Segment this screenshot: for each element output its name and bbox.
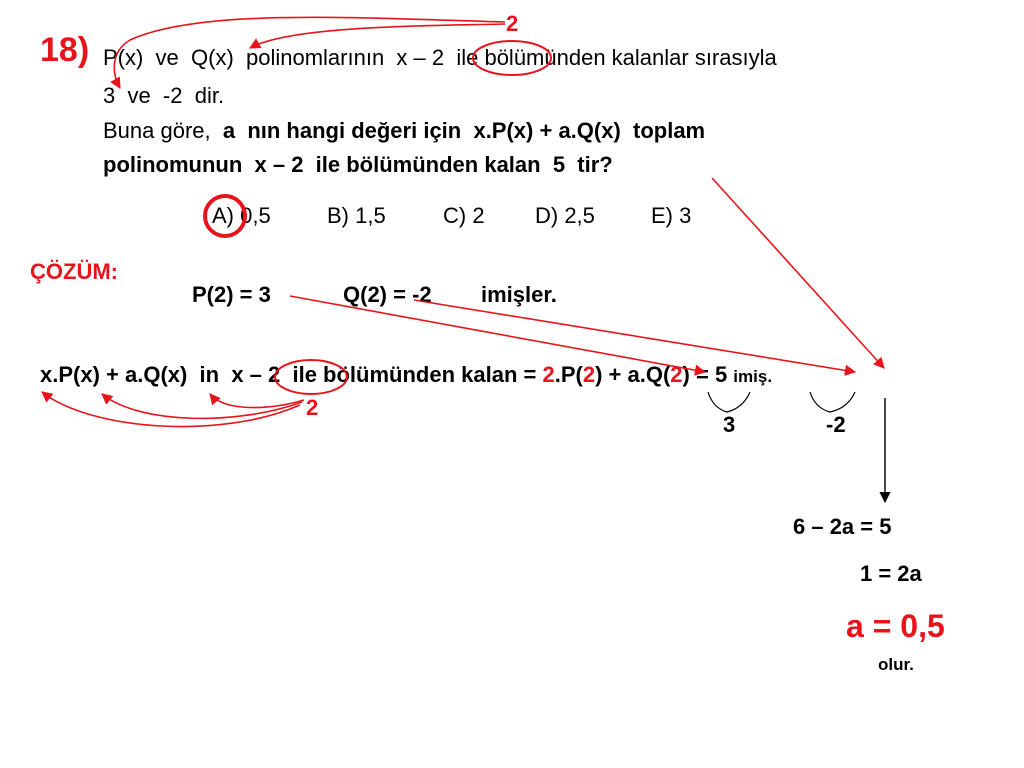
arrow-root-to-x [42, 392, 300, 427]
annotation-root-top: 2 [506, 11, 519, 36]
brace-under-p [708, 392, 750, 412]
question-line-2: 3 ve -2 dir. [103, 83, 225, 108]
expression-p-open: .P( [554, 362, 583, 387]
question-line-1: P(x) ve Q(x) polinomlarının x – 2 ile bölümünden kalanlar sırasıyla [103, 45, 777, 70]
final-answer: a = 0,5 [846, 608, 945, 644]
under-q-value: -2 [826, 412, 846, 437]
step-2: 1 = 2a [860, 561, 922, 586]
expression-root-c: 2 [670, 362, 683, 387]
expression-prefix: x.P(x) + a.Q(x) in x – 2 ile bölümünden kalan = [40, 362, 543, 387]
option-e[interactable]: E) 3 [651, 203, 692, 228]
solution-heading: ÇÖZÜM: [30, 259, 118, 284]
question-line-3-bold: a nın hangi değeri için x.P(x) + a.Q(x) toplam [216, 118, 706, 143]
annotation-root-middle: 2 [306, 395, 319, 420]
expression-root-b: 2 [582, 362, 596, 387]
p-value: P(2) = 3 [192, 282, 271, 307]
circle-option-a [205, 196, 245, 236]
option-b[interactable]: B) 1,5 [327, 203, 386, 228]
arrow-q-value-to-expression [414, 300, 855, 372]
under-p-value: 3 [723, 412, 736, 437]
option-a[interactable]: A) 0,5 [212, 203, 271, 228]
circle-x-minus-2-question [473, 41, 551, 75]
question-line-3-lead: Buna göre, [103, 118, 217, 143]
option-d[interactable]: D) 2,5 [535, 203, 595, 228]
arrow-root-to-qx [250, 24, 505, 48]
expression-imis: imiş. [733, 367, 773, 386]
expression-tail: ) = 5 [682, 362, 734, 387]
circle-x-minus-2-solution [275, 360, 347, 394]
question-number: 18) [40, 31, 90, 69]
brace-under-q [810, 392, 855, 412]
q-value: Q(2) = -2 [343, 282, 432, 307]
olur-text: olur. [878, 655, 914, 674]
option-c[interactable]: C) 2 [443, 203, 485, 228]
expression-p-close: ) + a.Q( [595, 362, 671, 387]
expression-root-a: 2 [542, 362, 555, 387]
imisler-text: imişler. [481, 282, 557, 307]
arrow-p-value-to-expression [290, 296, 705, 372]
step-1: 6 – 2a = 5 [793, 514, 892, 539]
arrow-root-to-px [114, 17, 505, 88]
arrow-remainder-to-result [712, 178, 884, 368]
question-line-4: polinomunun x – 2 ile bölümünden kalan 5 tir? [103, 152, 613, 177]
